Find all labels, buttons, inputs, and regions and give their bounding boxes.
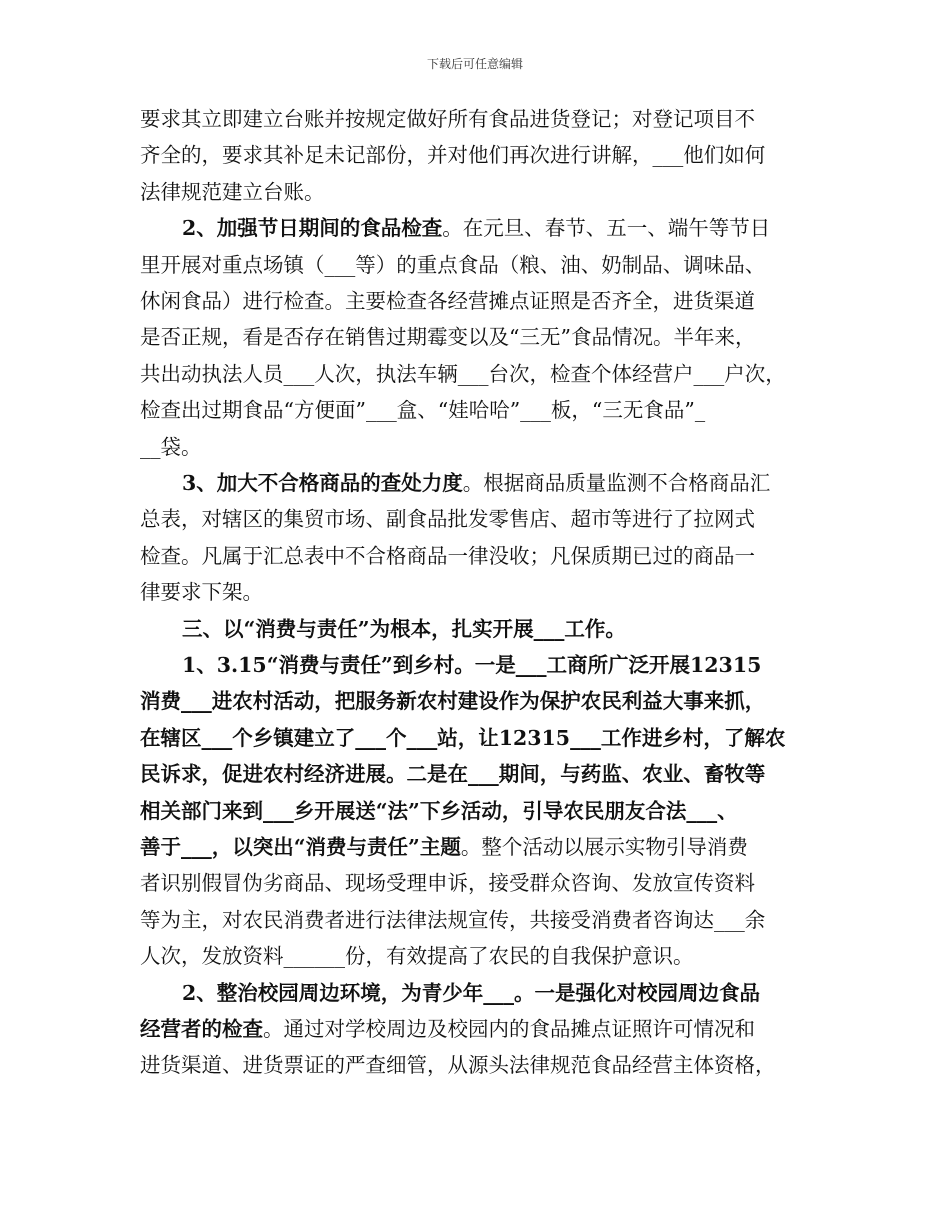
text-line [182,978,760,1008]
text-segment: 2、整治校园周边环境，为青少年___。一是强化对校园周边食品 [182,980,761,1005]
page-header: 下载后可任意编辑 [426,57,523,71]
text-line [140,941,694,971]
text-line [140,250,765,280]
text-segment: 休闲食品）进行检查。主要检查各经营摊点证照是否齐全，进货渠道 [140,289,755,313]
text-line [140,432,202,462]
text-segment: 2、加强节日期间的食品检查 [182,216,443,241]
text-line [140,177,325,207]
text-line [140,395,705,425]
text-segment: 共出动执法人员___人次，执法车辆___台次，检查个体经营户___户次， [140,361,786,386]
text-segment: 1、3.15“消费与责任”到乡村。一是___工商所广泛开展12315 [182,653,762,677]
text-line [182,650,761,680]
text-segment: 消费___进农村活动，把服务新农村建设作为保护农民利益大事来抓， [140,689,766,714]
text-line [140,322,755,352]
text-segment: 检查出过期食品“方便面”___盒、“娃哈哈”___板，“三无食品”_ [140,398,706,423]
text-segment: 三、以“消费与责任”为根本，扎实开展___工作。 [182,616,626,641]
text-segment: 是否正规，看是否存在销售过期霉变以及“三无”食品情况。半年来， [140,325,756,350]
text-line [140,796,738,826]
text-line [140,359,786,389]
text-line [140,577,263,607]
text-segment: 。在元旦、春节、五一、端午等节日 [442,216,771,241]
text-segment: 民诉求，促进农村经济进展。二是在___期间，与药监、农业、畜牧等 [140,762,766,787]
text-segment: 总表，对辖区的集贸市场、副食品批发零售店、超市等进行了拉网式 [140,507,755,532]
text-line [140,905,765,935]
text-line [140,868,755,898]
text-segment: 法律规范建立台账。 [140,179,325,204]
text-segment: __袋。 [140,434,202,459]
text-line [140,1050,776,1080]
text-segment: 。根据商品质量监测不合格商品汇 [462,471,771,495]
text-line [182,468,770,498]
text-line [140,286,755,316]
text-segment: 等为主，对农民消费者进行法律法规宣传，共接受消费者咨询达___余 [140,907,766,932]
text-segment: 者识别假冒伪劣商品、现场受理申诉，接受群众咨询、发放宣传资料 [140,871,755,896]
text-line [140,832,748,862]
text-segment: 进货渠道、进货票证的严查细管，从源头法律规范食品经营主体资格， [140,1053,776,1078]
text-line [140,541,755,571]
text-segment: 在辖区___个乡镇建立了___个___站，让12315___工作进乡村，了解农 [140,725,786,750]
text-segment: 律要求下架。 [140,580,263,605]
text-line [182,614,626,644]
text-line [140,504,755,534]
text-segment: 齐全的，要求其补足未记部份，并对他们再次进行讲解，___他们如何 [140,143,766,168]
text-line [140,1014,755,1044]
text-line [140,723,785,753]
text-line [140,759,765,789]
text-line [140,104,755,134]
text-segment: 经营者的检查 [140,1017,263,1041]
text-segment: 检查。凡属于汇总表中不合格商品一律没收；凡保质期已过的商品一 [140,543,755,568]
text-segment: 3、加大不合格商品的查处力度 [182,471,463,495]
text-segment: 。整个活动以展示实物引导消费 [460,835,748,859]
text-segment: 相关部门来到___乡开展送“法”下乡活动，引导农民朋友合法___、 [140,798,738,823]
text-line [140,140,765,170]
text-segment: 。通过对学校周边及校园内的食品摊点证照许可情况和 [263,1017,755,1041]
text-segment: 要求其立即建立台账并按规定做好所有食品进货登记；对登记项目不 [140,107,755,131]
text-line [140,686,765,716]
text-segment: 里开展对重点场镇（___等）的重点食品（粮、油、奶制品、调味品、 [140,252,766,277]
text-segment: 善于___，以突出“消费与责任”主题 [140,835,461,859]
text-segment: 人次，发放资料______份，有效提高了农民的自我保护意识。 [140,944,694,969]
text-line [182,213,770,243]
